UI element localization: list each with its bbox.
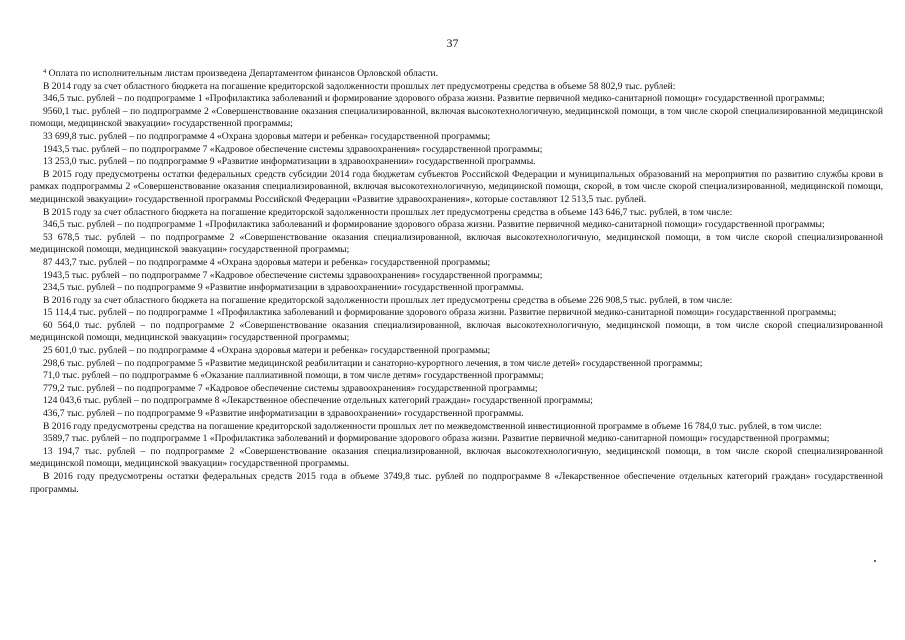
paragraph: 124 043,6 тыс. рублей – по подпрограмме 8 «Лекарственное обеспечение отдельных категорий граждан» государственной программы; [43, 395, 593, 407]
paragraph: 436,7 тыс. рублей – по подпрограмме 9 «Развитие информатизации в здравоохранении» государственной программы. [43, 408, 524, 420]
paragraph: 779,2 тыс. рублей – по подпрограмме 7 «Кадровое обеспечение системы здравоохранения» государственной программы; [43, 382, 538, 394]
paragraph: 1943,5 тыс. рублей – по подпрограмме 7 «Кадровое обеспечение системы здравоохранения» государственной программы; [43, 143, 543, 155]
paragraph: 87 443,7 тыс. рублей – по подпрограмме 4 «Охрана здоровья матери и ребенка» государственной программы; [43, 256, 491, 268]
paragraph: В 2016 году за счет областного бюджета на погашение кредиторской задолженности прошлых лет предусмотрены средства в объеме 226 908,5 тыс. рублей, в том числе: [43, 294, 733, 306]
paragraph: 33 699,8 тыс. рублей – по подпрограмме 4 «Охрана здоровья матери и ребенка» государственной программы; [43, 130, 491, 142]
paragraph: В 2015 году за счет областного бюджета на погашение кредиторской задолженности прошлых лет предусмотрены средства в объеме 143 646,7 тыс. рублей, в том числе: [43, 206, 733, 218]
paragraph: 60 564,0 тыс. рублей – по подпрограмме 2 «Совершенствование оказания специализированной, включая высокотехнологичную, медицинской помощи, в том числе скорой специализированной медицинской помощи, медицинской эвакуации» государственной программы; [30, 319, 883, 344]
paragraph: 25 601,0 тыс. рублей – по подпрограмме 4 «Охрана здоровья матери и ребенка» государственной программы; [43, 345, 491, 357]
paragraph: 3589,7 тыс. рублей – по подпрограмме 1 «Профилактика заболеваний и формирование здорового образа жизни. Развитие первичной медико-санитарной помощи» государственной программы; [43, 433, 830, 445]
footnote-text: Оплата по исполнительным листам произведена Департаментом финансов Орловской области. [48, 68, 439, 79]
paragraph: 13 194,7 тыс. рублей – по подпрограмме 2 «Совершенствование оказания специализированной, включая высокотехнологичную, медицинской помощи, в том числе скорой специализированной медицинской помощи, медицинской эвакуации» государственной программы. [30, 445, 883, 470]
paragraph: 15 114,4 тыс. рублей – по подпрограмме 1 «Профилактика заболеваний и формирование здорового образа жизни. Развитие первичной медико-санитарной помощи» государственной программы; [43, 307, 837, 319]
paragraph: 13 253,0 тыс. рублей – по подпрограмме 9 «Развитие информатизации в здравоохранении» государственной программы. [43, 156, 536, 168]
paragraph: 53 678,5 тыс. рублей – по подпрограмме 2 «Совершенствование оказания специализированной, включая высокотехнологичную, медицинской помощи, в том числе скорой специализированной медицинской помощи, медицинской эвакуации» государственной программы; [30, 231, 883, 256]
paragraph: 71,0 тыс. рублей – по подпрограмме 6 «Оказание паллиативной помощи, в том числе детям» государственной программы; [43, 370, 544, 382]
paragraph: 1943,5 тыс. рублей – по подпрограмме 7 «Кадровое обеспечение системы здравоохранения» государственной программы; [43, 269, 543, 281]
paragraph: В 2016 году предусмотрены остатки федеральных средств 2015 года в объеме 3749,8 тыс. рублей по подпрограмме 8 «Лекарственное обеспечение отдельных категорий граждан» государственной программы. [30, 471, 883, 495]
footnote-mark: 4 [43, 68, 47, 75]
paragraph: 298,6 тыс. рублей – по подпрограмме 5 «Развитие медицинской реабилитации и санаторно-курортного лечения, в том числе детей» государственной программы; [43, 357, 703, 369]
paragraph: 346,5 тыс. рублей – по подпрограмме 1 «Профилактика заболеваний и формирование здорового образа жизни. Развитие первичной медико-санитарной помощи» государственной программы; [43, 93, 825, 105]
paragraph: 9560,1 тыс. рублей – по подпрограмме 2 «Совершенствование оказания специализированной, включая высокотехнологичную, медицинской помощи, в том числе скорой специализированной медицинской помощи, медицинской эвакуации» государственной программы; [30, 105, 883, 130]
paragraph: В 2016 году предусмотрены средства на погашение кредиторской задолженности прошлых лет по межведомственной инвестиционной программе в объеме 16 784,0 тыс. рублей, в том числе: [43, 420, 822, 432]
paragraph: В 2015 году предусмотрены остатки федеральных средств субсидии 2014 года бюджетам субъектов Российской Федерации и муниципальных образований на мероприятия по развитию службы крови в рамках подпрограммы 2 «Совершенствование оказания специализированной, включая высокотехнологичную, медицинской помощи, скорой, в том числе скорой специализированной, медицинской помощи, медицинской эвакуации» государственной программы Российской Федерации «Развитие здравоохранения», которые составляют 12 513,5 тыс. рублей. [30, 168, 883, 205]
paragraph: 234,5 тыс. рублей – по подпрограмме 9 «Развитие информатизации в здравоохранении» государственной программы. [43, 282, 524, 294]
paragraph: В 2014 году за счет областного бюджета на погашение кредиторской задолженности прошлых лет предусмотрены средства в объеме 58 802,9 тыс. рублей: [43, 80, 676, 92]
scan-dot [874, 560, 876, 562]
page-number: 37 [446, 36, 459, 50]
document-body [30, 66, 883, 496]
paragraph: 346,5 тыс. рублей – по подпрограмме 1 «Профилактика заболеваний и формирование здорового образа жизни. Развитие первичной медико-санитарной помощи» государственной программы; [43, 219, 825, 231]
footnote [30, 66, 883, 81]
